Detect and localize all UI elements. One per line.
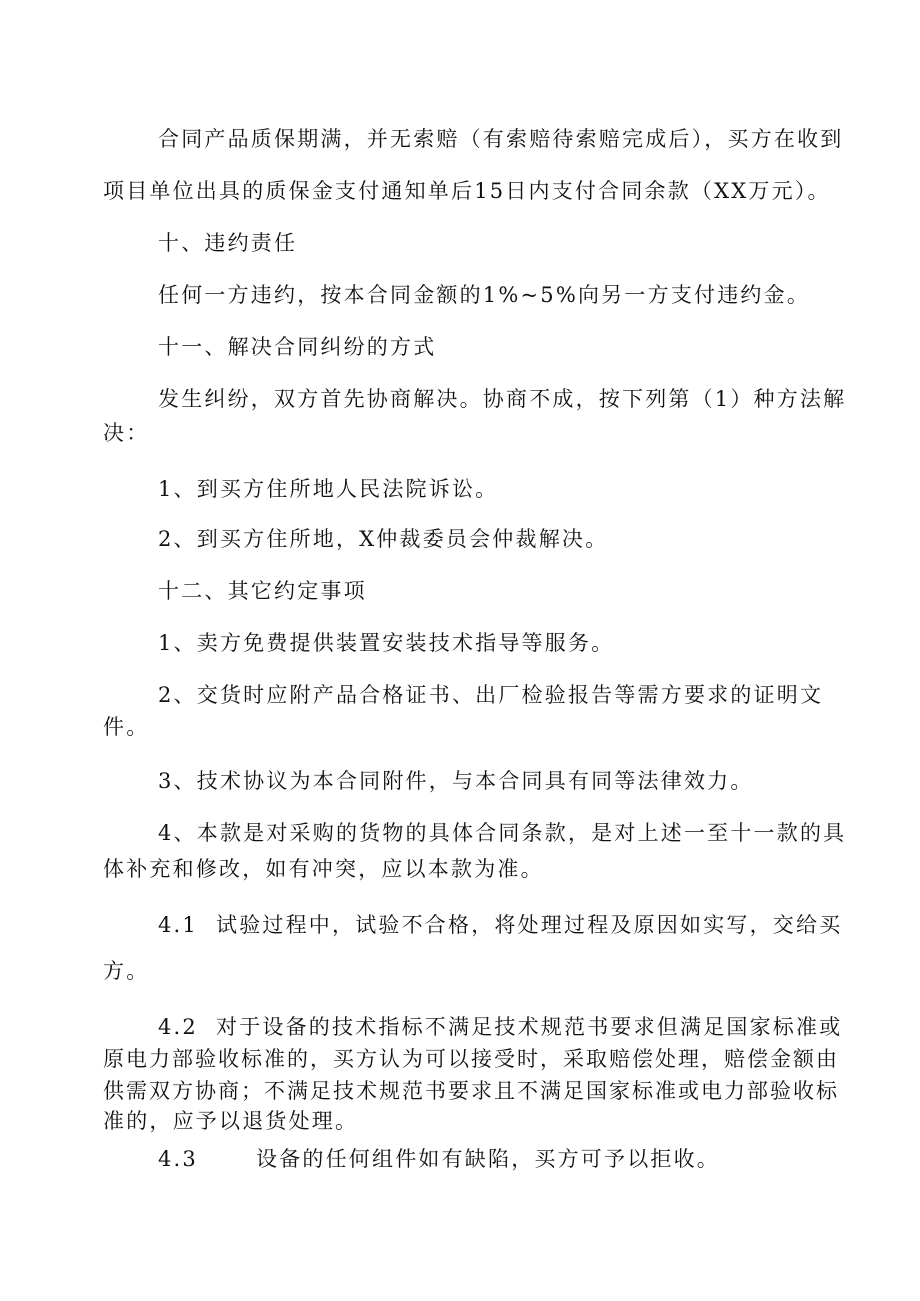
subitem-4-1-line1 xyxy=(158,910,842,940)
subitem-4-2-text: 对于设备的技术指标不满足技术规范书要求但满足国家标准或 xyxy=(216,1015,843,1039)
subitem-4-3-number: 4.3 xyxy=(158,1147,198,1171)
subitem-4-1-text: 试验过程中，试验不合格，将处理过程及原因如实写，交给买 xyxy=(216,913,843,937)
paragraph-breach: 任何一方违约，按本合同金额的1%~5%向另一方支付违约金。 xyxy=(158,283,811,307)
list-item-technical-agreement: 3、技术协议为本合同附件，与本合同具有同等法律效力。 xyxy=(158,769,754,793)
paragraph-dispute-line2: 决： xyxy=(103,421,150,445)
subitem-4-2-line1 xyxy=(158,1012,842,1042)
subitem-4-2-line2: 原电力部验收标准的，买方认为可以接受时，采取赔偿处理，赔偿金额由 xyxy=(103,1047,839,1071)
subitem-4-1-number: 4.1 xyxy=(158,913,198,937)
paragraph-dispute-line1: 发生纠纷，双方首先协商解决。协商不成，按下列第（1）种方法解 xyxy=(158,387,847,411)
list-item-litigation: 1、到买方住所地人民法院诉讼。 xyxy=(158,477,499,501)
subitem-4-2-line3: 供需双方协商；不满足技术规范书要求且不满足国家标准或电力部验收标 xyxy=(103,1079,839,1103)
subitem-4-3-text: 设备的任何组件如有缺陷，买方可予以拒收。 xyxy=(256,1147,720,1171)
paragraph-warranty-line2: 项目单位出具的质保金支付通知单后15日内支付合同余款（XX万元）。 xyxy=(103,179,831,203)
list-item-delivery-docs-line1: 2、交货时应附产品合格证书、出厂检验报告等需方要求的证明文 xyxy=(158,683,824,707)
list-item-delivery-docs-line2: 件。 xyxy=(103,715,150,739)
subitem-4-1-line2: 方。 xyxy=(103,959,150,983)
list-item-installation-service: 1、卖方免费提供装置安装技术指导等服务。 xyxy=(158,631,615,655)
list-item-arbitration: 2、到买方住所地，X仲裁委员会仲裁解决。 xyxy=(158,527,609,551)
heading-section-10: 十、违约责任 xyxy=(158,231,298,255)
subitem-4-2-number: 4.2 xyxy=(158,1015,198,1039)
subitem-4-3 xyxy=(158,1144,720,1174)
list-item-clause4-line2: 体补充和修改，如有冲突，应以本款为准。 xyxy=(103,857,544,881)
subitem-4-2-line4: 准的，应予以退货处理。 xyxy=(103,1109,359,1133)
heading-section-11: 十一、解决合同纠纷的方式 xyxy=(158,335,437,359)
list-item-clause4-line1: 4、本款是对采购的货物的具体合同条款，是对上述一至十一款的具 xyxy=(158,821,847,845)
heading-section-12: 十二、其它约定事项 xyxy=(158,579,367,603)
paragraph-warranty-line1: 合同产品质保期满，并无索赔（有索赔待索赔完成后），买方在收到 xyxy=(158,127,844,151)
